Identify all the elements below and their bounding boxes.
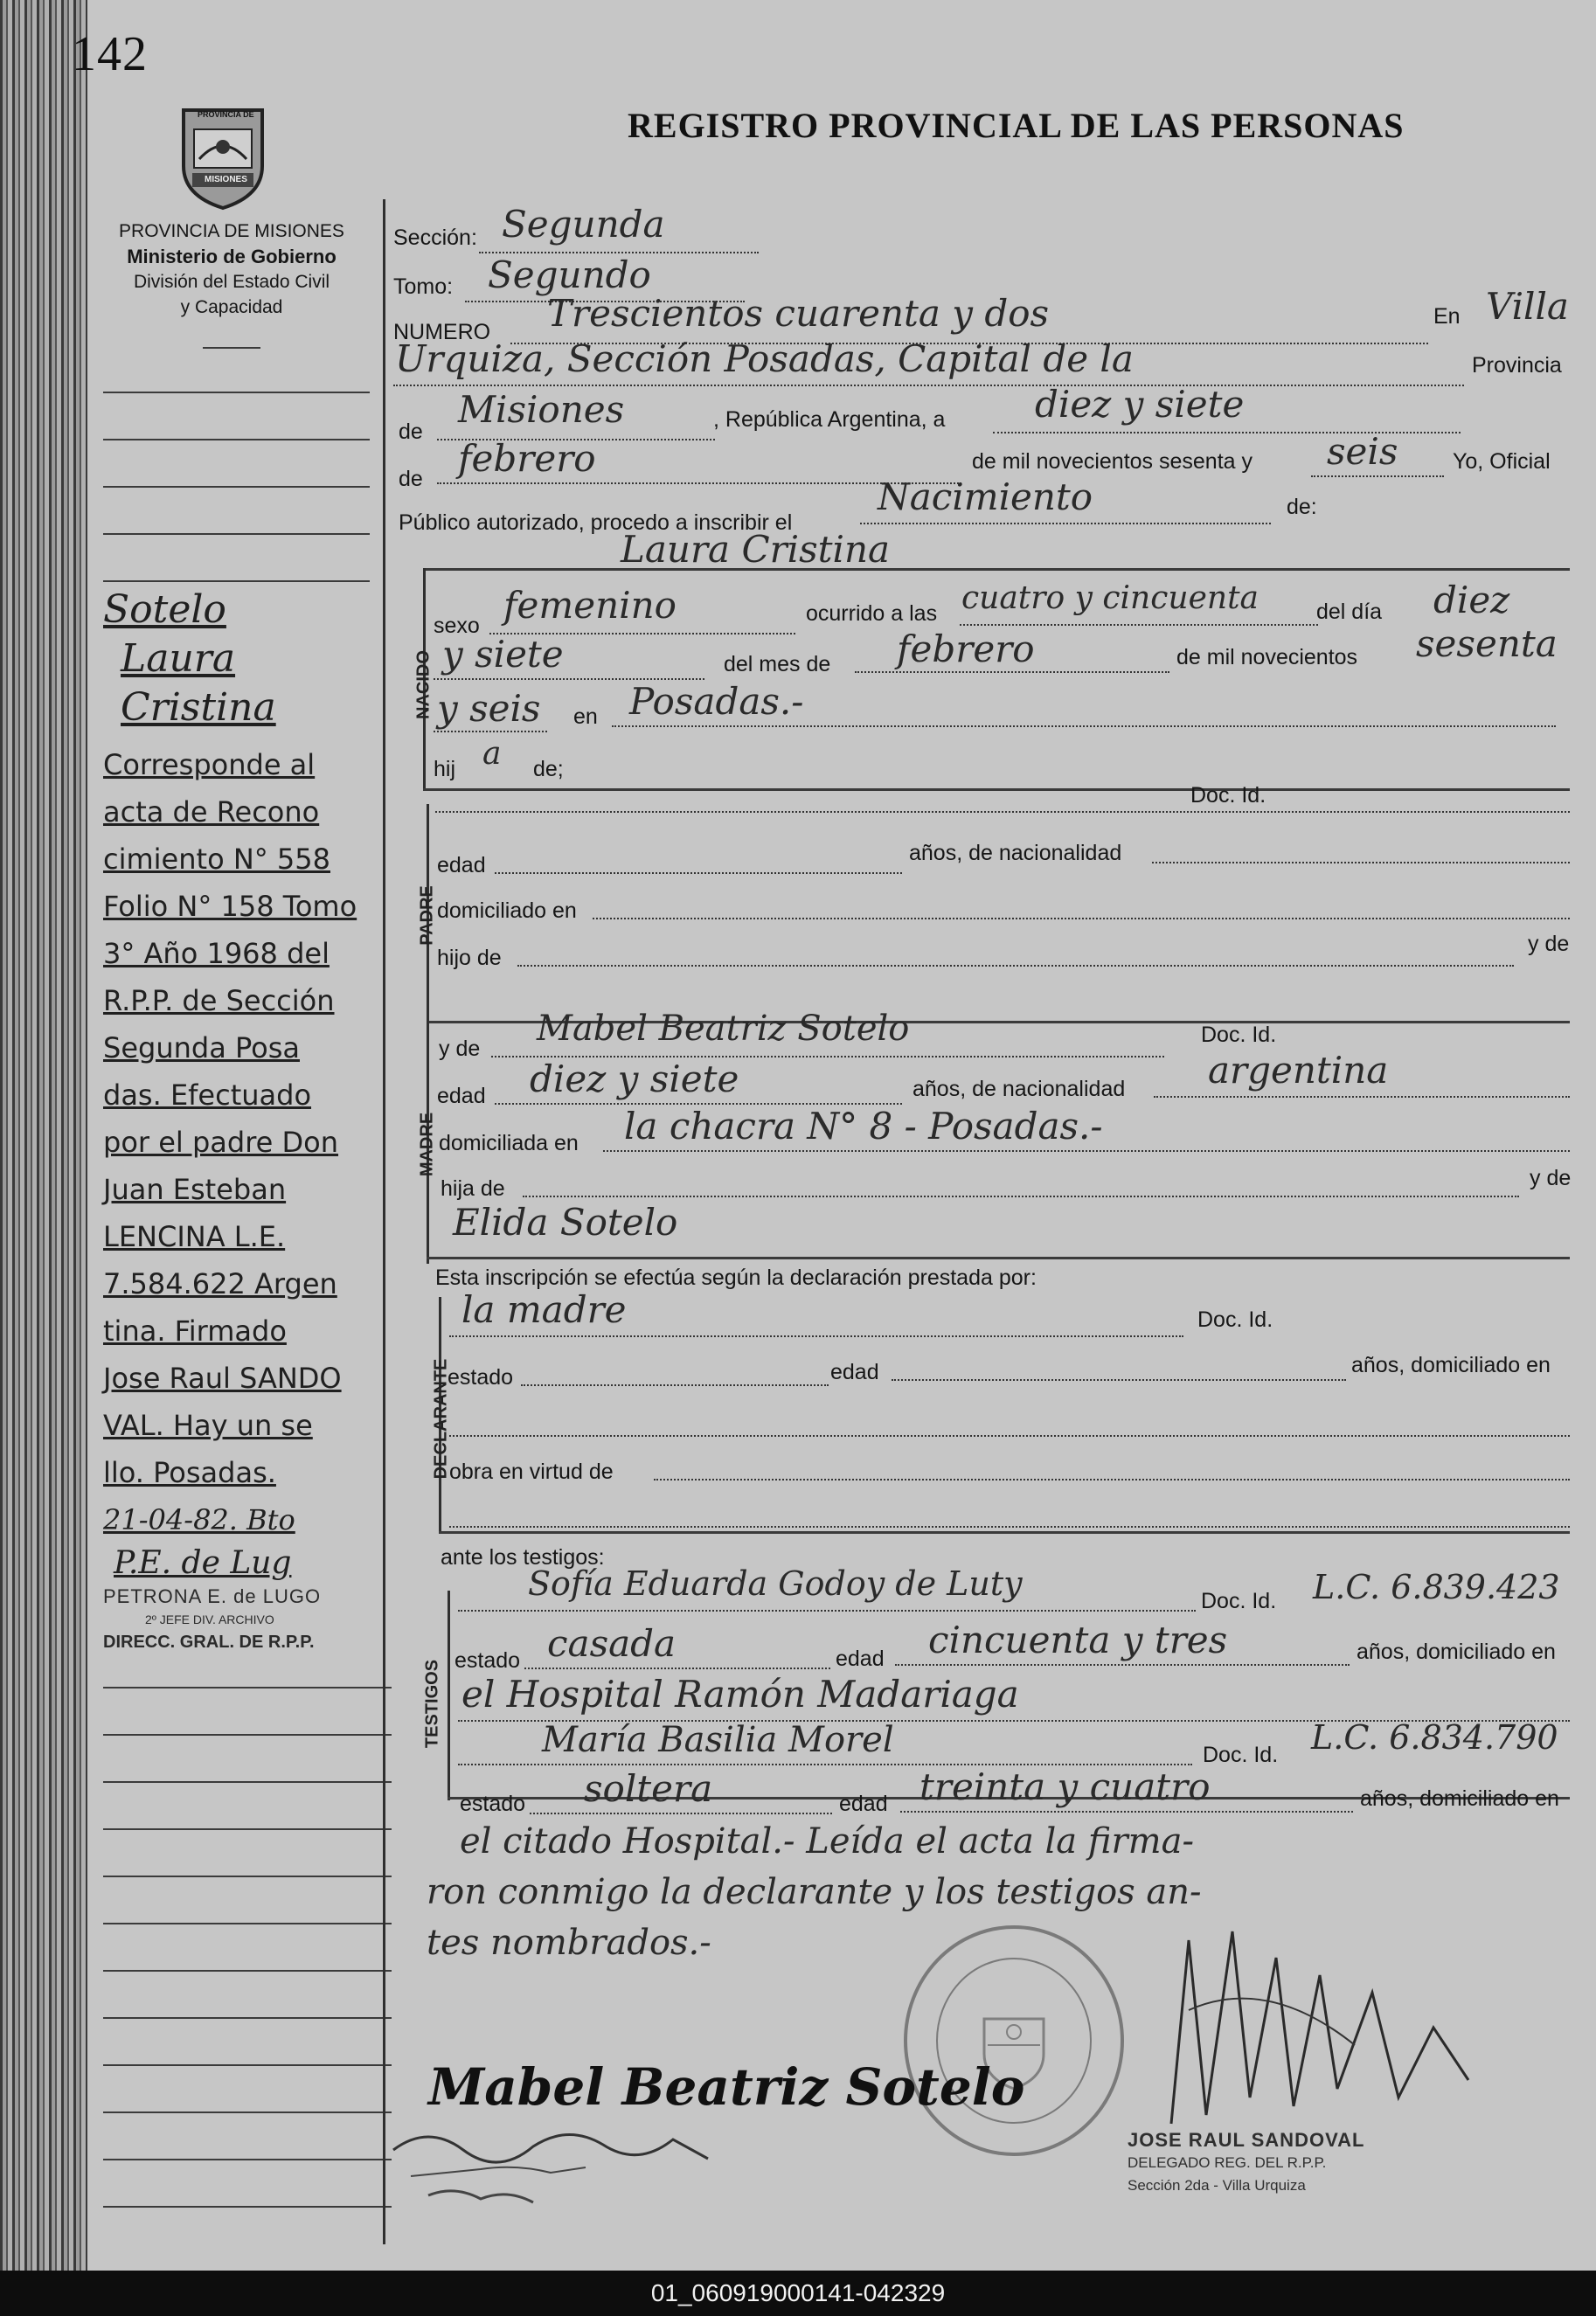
padre-nacionalidad-dotline	[1152, 862, 1570, 863]
en-label: En	[1433, 304, 1461, 329]
padre-edad-dotline	[495, 872, 902, 874]
ano-value: seis	[1327, 430, 1398, 473]
section-rule	[427, 1257, 1570, 1259]
archive-stamp-line-1: PETRONA E. de LUGO	[103, 1585, 322, 1607]
padre-y-de-label: y de	[1528, 932, 1570, 956]
testigo1-edad-label: edad	[836, 1647, 885, 1671]
testigo1-estado-dotline	[524, 1668, 830, 1669]
publico-label: Público autorizado, procedo a inscribir el	[399, 510, 793, 535]
seccion-value: Segunda	[502, 203, 665, 246]
declarante-edad-dotline	[892, 1379, 1346, 1381]
margin-rule	[103, 1734, 392, 1736]
testigo2-doc-value: L.C. 6.834.790	[1311, 1718, 1558, 1757]
madre-hija-de-label: hija de	[441, 1176, 505, 1201]
madre-doc-label: Doc. Id.	[1201, 1023, 1277, 1047]
declarante-signature: Mabel Beatriz Sotelo	[428, 2057, 1025, 2117]
margin-rule	[103, 2064, 392, 2066]
testigo1-domicilio-value: el Hospital Ramón Madariaga	[461, 1673, 1019, 1716]
localidad-dotline	[393, 385, 1464, 386]
margin-line: Folio N° 158 Tomo	[103, 890, 357, 923]
madre-domicilio-label: domiciliada en	[439, 1131, 579, 1155]
padre-hijo-de-dotline	[517, 965, 1514, 967]
closing-line-3: tes nombrados.-	[427, 1923, 711, 1963]
testigo1-estado-value: casada	[547, 1622, 677, 1665]
ano-nac-value-1: sesenta	[1416, 622, 1558, 665]
lugar-nac-dotline	[612, 725, 1556, 727]
closing-line-2: ron conmigo la declarante y los testigos an-	[427, 1872, 1202, 1912]
mes-nac-value: febrero	[897, 628, 1035, 670]
archive-stamp-line-2: 2º JEFE DIV. ARCHIVO	[145, 1612, 274, 1626]
margin-line: das. Efectuado	[103, 1078, 312, 1112]
testigo2-edad-label: edad	[839, 1792, 888, 1816]
margin-rule	[103, 1828, 392, 1830]
en-label-2: en	[573, 704, 598, 729]
margin-rule	[103, 580, 370, 582]
margin-rule	[103, 1781, 392, 1783]
margin-line: llo. Posadas.	[103, 1456, 276, 1489]
testigo2-edad-dotline	[900, 1811, 1353, 1813]
book-binding	[0, 0, 87, 2271]
division-line-2: y Capacidad	[180, 297, 283, 317]
margin-surname: Sotelo	[103, 587, 226, 632]
margin-rule	[103, 533, 370, 535]
de-colon-label: de:	[1287, 495, 1317, 519]
mes-value: febrero	[458, 437, 596, 480]
witness-signatures-icon	[376, 2115, 778, 2211]
official-stamp-line-3: Sección 2da - Villa Urquiza	[1128, 2177, 1306, 2194]
image-id-footer: 01_060919000141-042329	[0, 2271, 1596, 2316]
padre-name-dotline	[435, 811, 1570, 813]
inscripcion-label: Esta inscripción se efectúa según la declaración prestada por:	[435, 1265, 1037, 1290]
de-label-2: de	[399, 467, 423, 491]
ano-nac-dotline	[434, 731, 547, 732]
testigos-divider	[448, 1591, 450, 1800]
madre-nombre-value: Mabel Beatriz Sotelo	[537, 1009, 910, 1049]
sexo-label: sexo	[434, 614, 480, 638]
hij-suffix-value: a	[482, 736, 502, 772]
ocurrido-label: ocurrido a las	[806, 601, 938, 626]
declarante-doc-label: Doc. Id.	[1197, 1307, 1273, 1332]
margin-line: Segunda Posa	[103, 1031, 300, 1064]
testigo2-nombre-value: María Basilia Morel	[542, 1720, 894, 1760]
madre-hija-de-dotline	[523, 1196, 1519, 1197]
margin-rule	[103, 392, 370, 393]
del-mes-label: del mes de	[724, 652, 831, 676]
testigo1-nombre-value: Sofía Eduarda Godoy de Luty	[528, 1564, 1023, 1603]
division-line-1: División del Estado Civil	[133, 272, 330, 292]
testigos-intro-label: ante los testigos:	[441, 1545, 605, 1570]
yo-oficial-label: Yo, Oficial	[1453, 449, 1551, 474]
lugar-nac-value: Posadas.-	[629, 680, 804, 723]
testigo2-doc-label: Doc. Id.	[1203, 1743, 1279, 1767]
madre-domicilio-dotline	[603, 1150, 1570, 1152]
testigo2-estado-value: soltera	[584, 1767, 713, 1810]
testigo2-domicilio-label: años, domiciliado en	[1360, 1786, 1559, 1811]
padre-nacionalidad-label: años, de nacionalidad	[909, 841, 1122, 865]
dia-nac-value-1: diez	[1433, 579, 1510, 621]
archive-stamp-line-3: DIRECC. GRAL. DE R.P.P.	[103, 1633, 315, 1652]
hora-dotline	[960, 624, 1318, 626]
declarante-edad-label: edad	[830, 1360, 879, 1384]
margin-rule	[103, 2159, 392, 2160]
declarante-domicilio-dotline	[449, 1435, 1570, 1437]
testigo1-edad-dotline	[895, 1664, 1350, 1666]
page-number: 142	[72, 27, 148, 81]
crest-bottom-label: MISIONES	[205, 175, 247, 184]
section-rule	[439, 1531, 1570, 1534]
section-rule	[423, 788, 1570, 791]
dia-nac-value-2: y siete	[442, 633, 564, 676]
tomo-value: Segundo	[488, 253, 651, 296]
official-stamp	[1128, 2129, 1364, 2197]
en-value-2: Urquiza, Sección Posadas, Capital de la	[395, 337, 1134, 380]
madre-nacionalidad-dotline	[1154, 1096, 1570, 1098]
closing-line-1: el citado Hospital.- Leída el acta la firma-	[460, 1821, 1194, 1862]
official-signature-icon	[1136, 1905, 1538, 2167]
testigo1-edad-value: cincuenta y tres	[928, 1619, 1228, 1661]
column-divider	[383, 199, 385, 2244]
hij-de-label: de;	[533, 757, 564, 781]
margin-name-2: Cristina	[121, 685, 276, 730]
provincia-value: Misiones	[458, 388, 625, 431]
de-label: de	[399, 420, 423, 444]
en-value-1: Villa	[1486, 285, 1569, 328]
numero-label: NUMERO	[393, 320, 491, 344]
margin-line: R.P.P. de Sección	[103, 984, 335, 1017]
margin-rule	[103, 1923, 392, 1924]
padre-label: PADRE	[417, 885, 437, 946]
testigo1-nombre-dotline	[458, 1610, 1196, 1612]
padre-hijo-de-label: hijo de	[437, 946, 502, 970]
padre-domicilio-label: domiciliado en	[437, 898, 577, 923]
document-title: REGISTRO PROVINCIAL DE LAS PERSONAS	[628, 106, 1405, 145]
provincia-label: Provincia	[1472, 353, 1562, 378]
ano-dotline	[1311, 475, 1444, 477]
section-rule	[423, 568, 1570, 571]
mil-sesenta-label: de mil novecientos sesenta y	[972, 449, 1253, 474]
madre-y-de-label: y de	[439, 1037, 481, 1061]
del-dia-label: del día	[1316, 600, 1383, 624]
margin-name-1: Laura	[121, 636, 236, 681]
margin-signature: P.E. de Lug	[114, 1545, 292, 1581]
margin-rule	[103, 2206, 392, 2208]
tipo-value: Nacimiento	[878, 475, 1093, 518]
madre-edad-label: edad	[437, 1084, 486, 1108]
margin-line: Corresponde al	[103, 748, 316, 781]
madre-edad-value: diez y siete	[530, 1057, 739, 1100]
ano-nac-value-2: y seis	[437, 687, 541, 730]
margin-date: 21-04-82. Bto	[103, 1503, 295, 1536]
obra-label: obra en virtud de	[449, 1460, 614, 1484]
margin-rule	[103, 1876, 392, 1877]
margin-line: LENCINA L.E.	[103, 1220, 286, 1253]
madre-domicilio-value: la chacra N° 8 - Posadas.-	[624, 1105, 1103, 1148]
registry-round-seal	[900, 1923, 1128, 2159]
hij-label: hij	[434, 757, 456, 781]
padre-edad-label: edad	[437, 853, 486, 877]
archive-stamp	[103, 1585, 427, 1654]
republica-label: , República Argentina, a	[713, 407, 946, 432]
padre-doc-label: Doc. Id.	[1190, 783, 1266, 808]
seccion-label: Sección:	[393, 225, 477, 250]
ministry-name: Ministerio de Gobierno	[127, 246, 337, 267]
abuela-value: Elida Sotelo	[453, 1201, 678, 1244]
testigo1-estado-label: estado	[455, 1648, 521, 1673]
province-name: PROVINCIA DE MISIONES	[119, 221, 344, 241]
margin-line: 7.584.622 Argen	[103, 1267, 337, 1300]
crest-top-label: PROVINCIA DE	[198, 110, 254, 119]
margin-rule	[103, 486, 370, 488]
testigo2-estado-dotline	[530, 1813, 832, 1814]
tomo-label: Tomo:	[393, 274, 454, 299]
issuer-underline	[203, 347, 260, 349]
padre-domicilio-dotline	[593, 918, 1570, 919]
margin-line: 3° Año 1968 del	[103, 937, 330, 970]
province-crest-icon	[175, 98, 271, 211]
declarante-domicilio-label: años, domiciliado en	[1351, 1353, 1551, 1377]
issuer-block	[87, 218, 376, 320]
testigo1-domicilio-label: años, domiciliado en	[1357, 1640, 1556, 1664]
declarante-label: DECLARANTE	[431, 1358, 451, 1480]
margin-rule	[103, 439, 370, 440]
official-stamp-line-1: JOSE RAUL SANDOVAL	[1128, 2129, 1365, 2151]
margin-line: tina. Firmado	[103, 1314, 287, 1348]
mes-nac-dotline	[855, 671, 1169, 673]
obra-dotline	[654, 1479, 1570, 1480]
testigo1-doc-label: Doc. Id.	[1201, 1589, 1277, 1613]
madre-label: MADRE	[417, 1112, 437, 1177]
margin-line: Juan Esteban	[103, 1173, 287, 1206]
margin-rule	[103, 1970, 392, 1972]
margin-line: acta de Recono	[103, 795, 320, 829]
margin-line: Jose Raul SANDO	[103, 1362, 342, 1395]
nombre-value: Laura Cristina	[621, 528, 891, 571]
madre-nacionalidad-value: argentina	[1208, 1049, 1389, 1092]
declarante-dotline	[449, 1335, 1183, 1337]
testigos-label: TESTIGOS	[422, 1659, 442, 1749]
nacido-label: NACIDO	[413, 650, 434, 719]
margin-line: VAL. Hay un se	[103, 1409, 313, 1442]
declarante-estado-label: estado	[448, 1365, 514, 1390]
official-stamp-line-2: DELEGADO REG. DEL R.P.P.	[1128, 2154, 1327, 2171]
margin-line: cimiento N° 558	[103, 842, 330, 876]
numero-value: Trescientos cuarenta y dos	[547, 292, 1050, 335]
de-mil-label: de mil novecientos	[1176, 645, 1358, 669]
dia-value: diez y siete	[1035, 383, 1245, 426]
margin-rule	[103, 2111, 392, 2113]
tipo-dotline	[860, 523, 1271, 524]
declarante-value: la madre	[461, 1288, 627, 1331]
margin-rule	[103, 1687, 392, 1688]
margin-rule	[103, 2017, 392, 2019]
sexo-value: femenino	[503, 584, 677, 627]
obra-dotline-2	[449, 1526, 1570, 1528]
hora-value: cuatro y cincuenta	[961, 580, 1259, 616]
madre-y-de-2-label: y de	[1530, 1166, 1572, 1190]
testigo2-edad-value: treinta y cuatro	[919, 1765, 1211, 1808]
declarante-estado-dotline	[521, 1384, 829, 1386]
madre-nacionalidad-label: años, de nacionalidad	[912, 1077, 1126, 1101]
testigo1-doc-value: L.C. 6.839.423	[1313, 1568, 1560, 1606]
margin-line: por el padre Don	[103, 1126, 339, 1159]
testigo2-estado-label: estado	[460, 1792, 526, 1816]
